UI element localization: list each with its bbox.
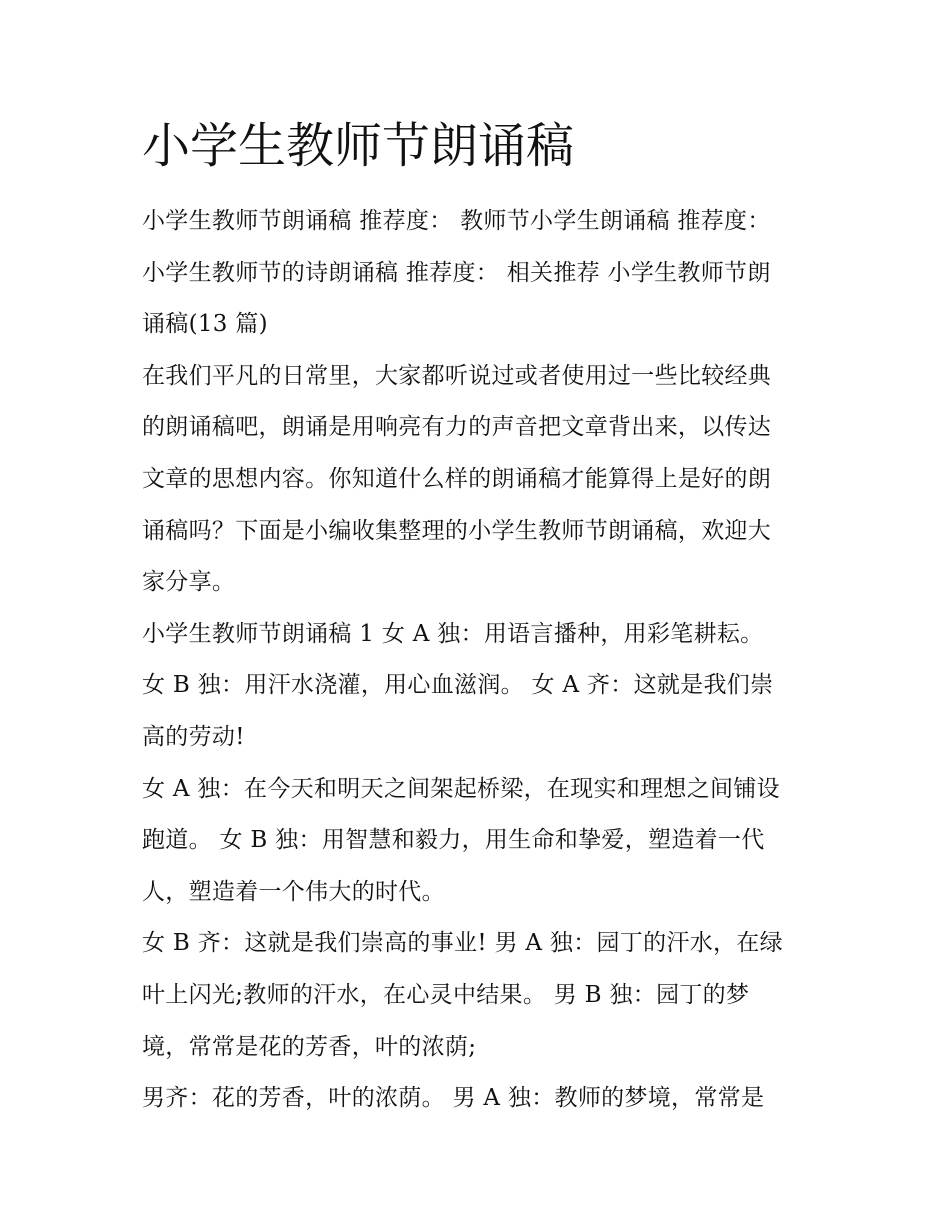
text-line: 男齐：花的芳香，叶的浓荫。 男 A 独：教师的梦境，常常是 <box>142 1085 765 1112</box>
text-line: 境，常常是花的芳香，叶的浓荫; <box>142 1033 477 1060</box>
text-line: 高的劳动! <box>142 723 245 750</box>
paragraph-intro <box>142 196 818 351</box>
text-line: 小学生教师节的诗朗诵稿 推荐度： 相关推荐 小学生教师节朗 <box>142 259 771 286</box>
text-line: 女 B 齐：这就是我们崇高的事业! 男 A 独：园丁的汗水，在绿 <box>142 930 783 957</box>
text-line: 在我们平凡的日常里，大家都听说过或者使用过一些比较经典 <box>142 362 772 389</box>
text-line: 文章的思想内容。你知道什么样的朗诵稿才能算得上是好的朗 <box>142 465 772 492</box>
text-line: 的朗诵稿吧，朗诵是用响亮有力的声音把文章背出来，以传达 <box>142 414 772 441</box>
text-line: 女 B 独：用汗水浇灌，用心血滋润。 女 A 齐：这就是我们崇 <box>142 672 774 699</box>
paragraph-script <box>142 609 818 661</box>
text-line: 小学生教师节朗诵稿 推荐度： 教师节小学生朗诵稿 推荐度： <box>142 208 771 234</box>
text-line: 小学生教师节朗诵稿 1 女 A 独：用语言播种，用彩笔耕耘。 <box>142 620 764 647</box>
document-title: 小学生教师节朗诵稿 <box>142 118 575 174</box>
text-line: 跑道。 女 B 独：用智慧和毅力，用生命和挚爱，塑造着一代 <box>142 827 765 854</box>
document-body <box>142 196 818 1125</box>
paragraph-script <box>142 660 818 763</box>
text-line: 家分享。 <box>142 569 236 596</box>
paragraph-preface <box>142 351 818 609</box>
text-line: 女 A 独：在今天和明天之间架起桥梁，在现实和理想之间铺设 <box>142 775 780 802</box>
text-line: 诵稿(13 篇) <box>142 311 268 338</box>
text-line: 诵稿吗？下面是小编收集整理的小学生教师节朗诵稿，欢迎大 <box>142 517 772 544</box>
text-line: 人，塑造着一个伟大的时代。 <box>142 878 445 905</box>
paragraph-script <box>142 764 818 919</box>
paragraph-script <box>142 918 818 1073</box>
paragraph-script <box>142 1073 818 1125</box>
text-line: 叶上闪光;教师的汗水，在心灵中结果。 男 B 独：园丁的梦 <box>142 981 750 1008</box>
